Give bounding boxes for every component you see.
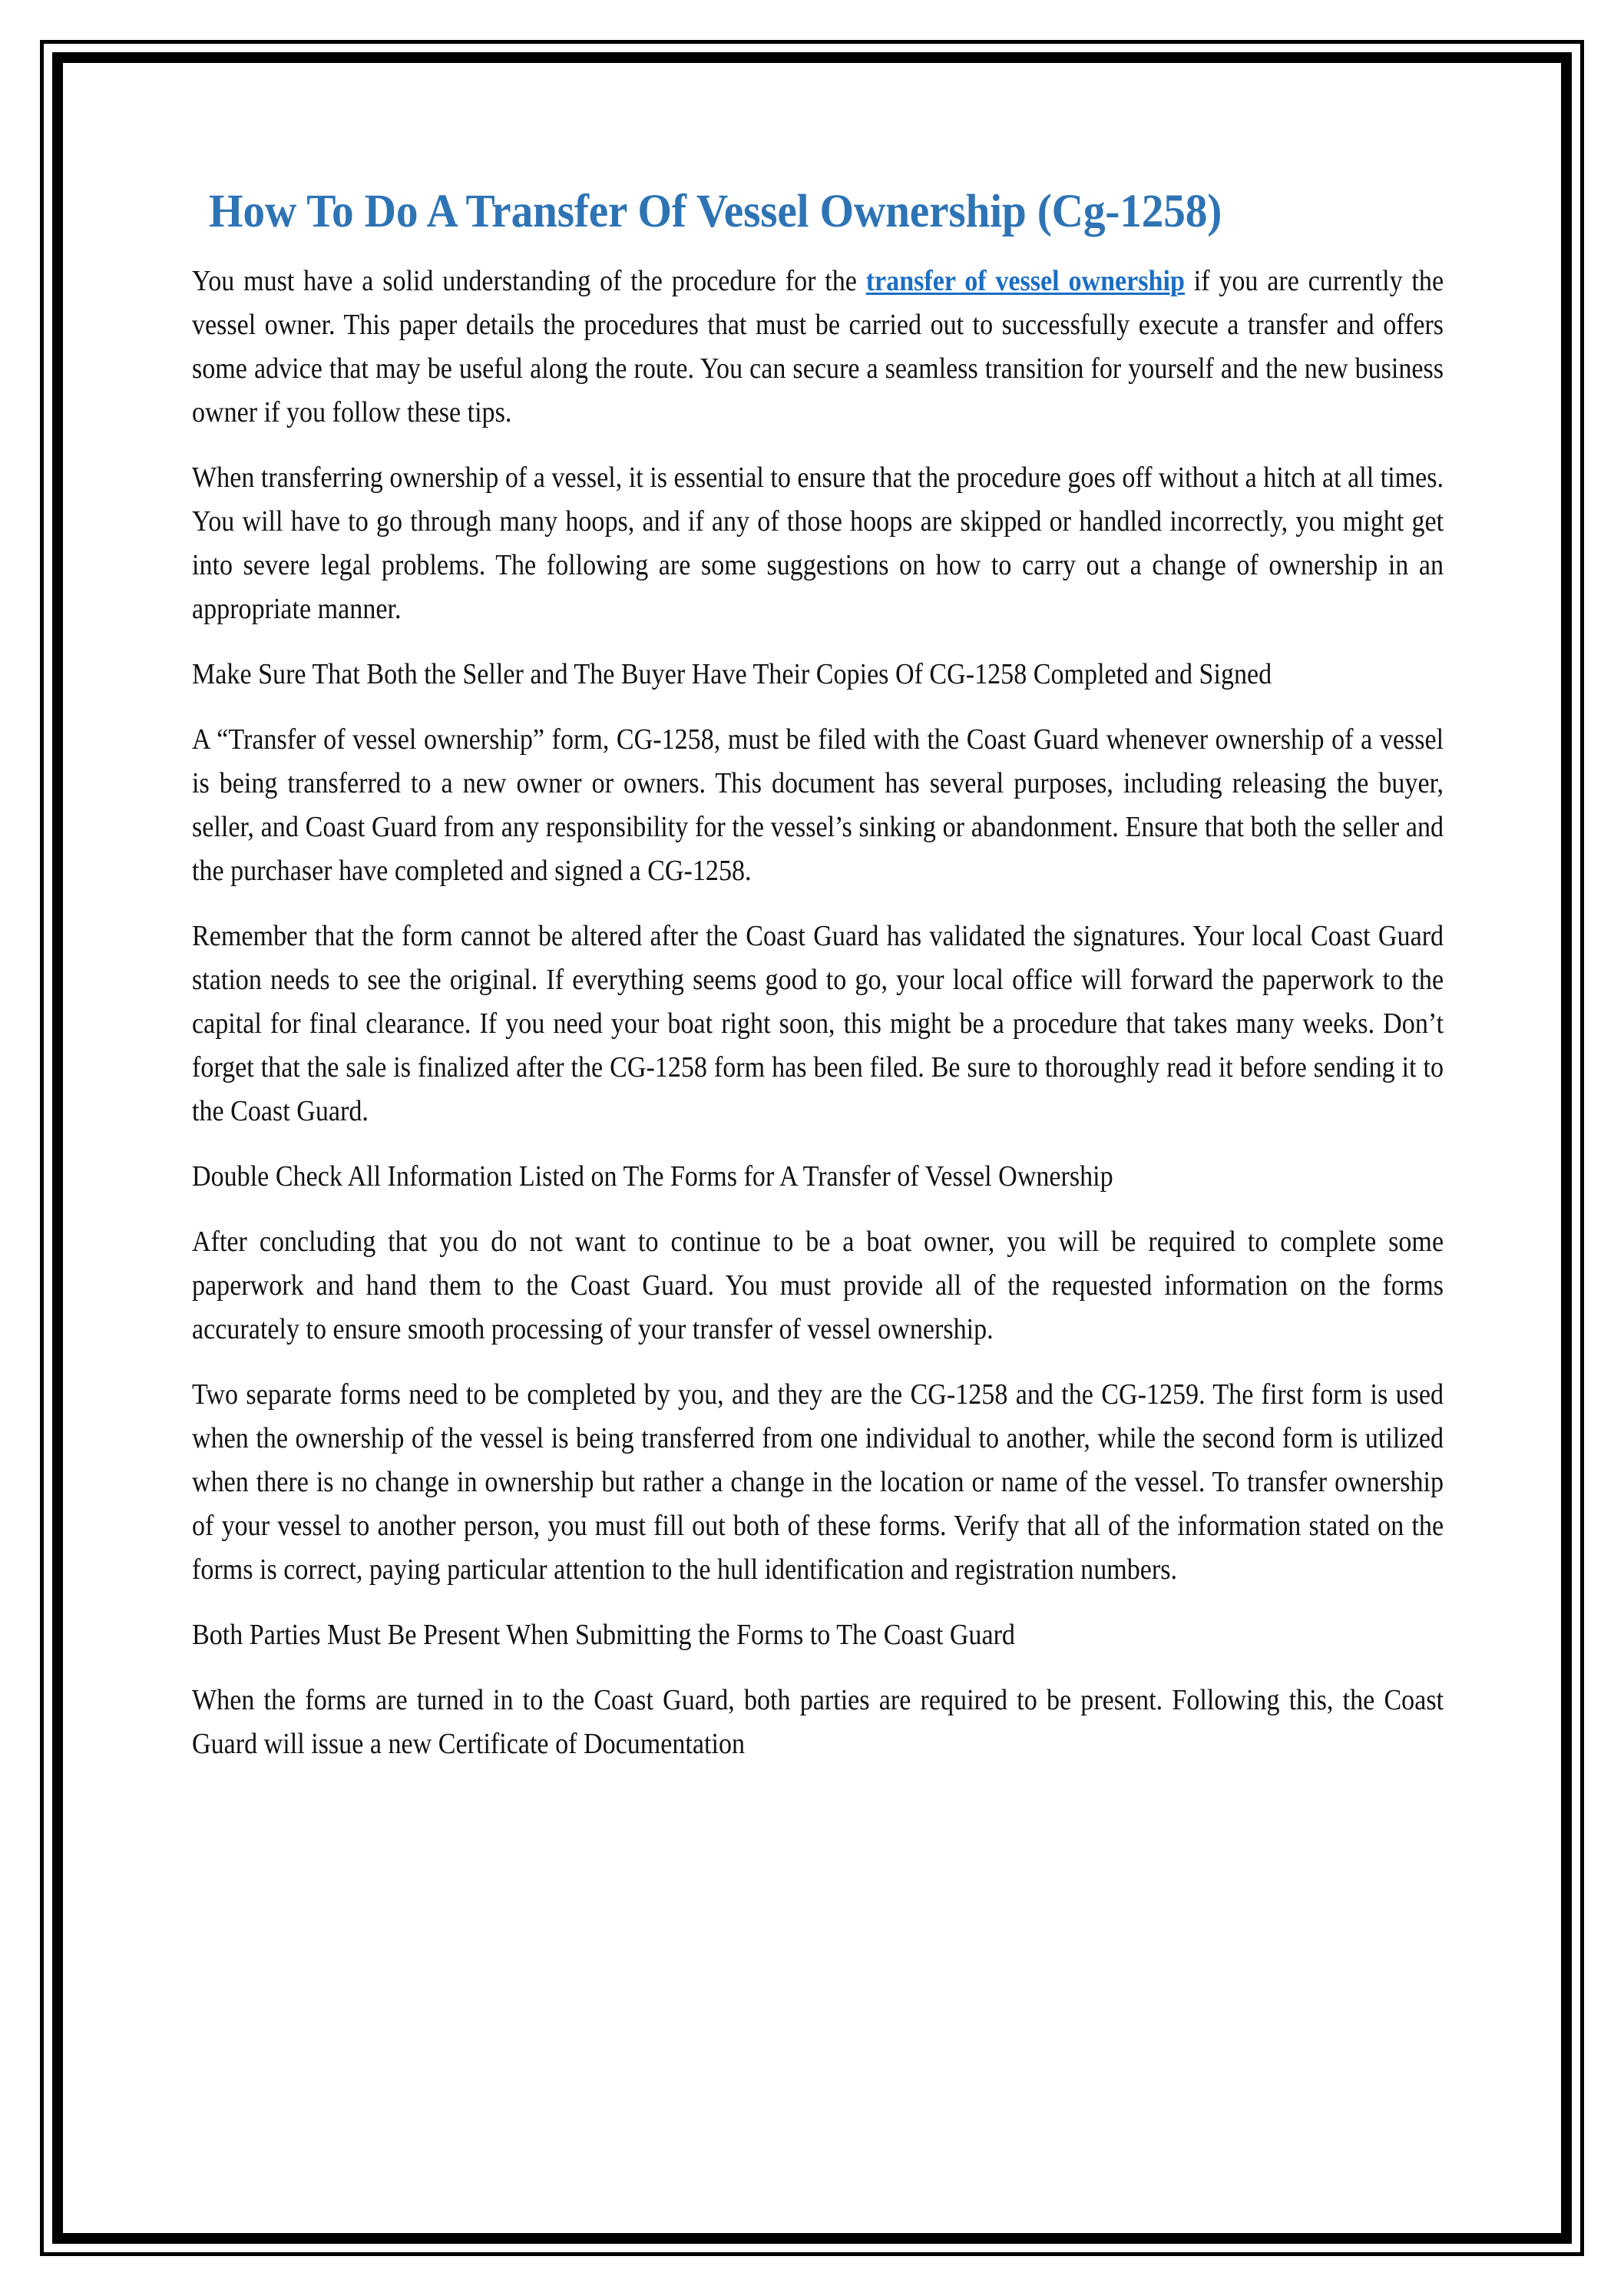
intro-trail-text: if you are currently the vessel owner. This paper details the procedures that must be carried out to successfully execute a transfer and offers some advice that may be useful along the route. You can secure a seamless transition for yourself and the new business owner if you follow these tips. <box>192 264 1444 428</box>
document-content <box>192 184 1444 1766</box>
page-title: How To Do A Transfer Of Vessel Ownership (Cg-1258) <box>209 186 1222 237</box>
transfer-of-vessel-ownership-link[interactable]: transfer of vessel ownership <box>865 264 1185 297</box>
paragraph-after-concluding: After concluding that you do not want to continue to be a boat owner, you will be required to complete some paperwork and hand them to the Coast Guard. You must provide all of the requested information on the forms accurately to ensure smooth processing of your transfer of vessel ownership. <box>192 1225 1444 1345</box>
paragraph-intro <box>192 260 1444 435</box>
paragraph-form-purpose: A “Transfer of vessel ownership” form, CG-1258, must be filed with the Coast Guard whenever ownership of a vessel is being transferred to a new owner or owners. This document has several purposes, including releasing the buyer, seller, and Coast Guard from any responsibility for the vessel’s sinking or abandonment. Ensure that both the seller and the purchaser have completed and signed a CG-1258. <box>192 723 1444 887</box>
paragraph-when-transferring: When transferring ownership of a vessel, it is essential to ensure that the procedure goes off without a hitch at all times. You will have to go through many hoops, and if any of those hoops are skipped or handled incorrectly, you might get into severe legal problems. The following are some suggestions on how to carry out a change of ownership in an appropriate manner. <box>192 461 1444 625</box>
heading-double-check: Double Check All Information Listed on The Forms for A Transfer of Vessel Ownership <box>192 1160 1113 1193</box>
paragraph-form-cannot-be-altered: Remember that the form cannot be altered after the Coast Guard has validated the signatures. Your local Coast Guard station needs to see the original. If everything seems good to go, your local office will forward the paperwork to the capital for final clearance. If you need your boat right soon, this might be a procedure that takes many weeks. Don’t forget that the sale is finalized after the CG-1258 form has been filed. Be sure to thoroughly read it before sending it to the Coast Guard. <box>192 919 1444 1127</box>
heading-both-parties: Both Parties Must Be Present When Submitting the Forms to The Coast Guard <box>192 1618 1015 1651</box>
heading-copies-signed: Make Sure That Both the Seller and The Buyer Have Their Copies Of CG-1258 Completed and Signed <box>192 657 1272 690</box>
paragraph-two-separate-forms: Two separate forms need to be completed by you, and they are the CG-1258 and the CG-1259. The first form is used when the ownership of the vessel is being transferred from one individual to another, while the second form is utilized when there is no change in ownership but rather a change in the location or name of the vessel. To transfer ownership of your vessel to another person, you must fill out both of these forms. Verify that all of the information stated on the forms is correct, paying particular attention to the hull identification and registration numbers. <box>192 1378 1444 1586</box>
paragraph-forms-turned-in: When the forms are turned in to the Coast Guard, both parties are required to be present. Following this, the Coast Guard will issue a new Certificate of Documentation <box>192 1683 1444 1760</box>
intro-lead-text: You must have a solid understanding of the procedure for the <box>192 264 866 297</box>
